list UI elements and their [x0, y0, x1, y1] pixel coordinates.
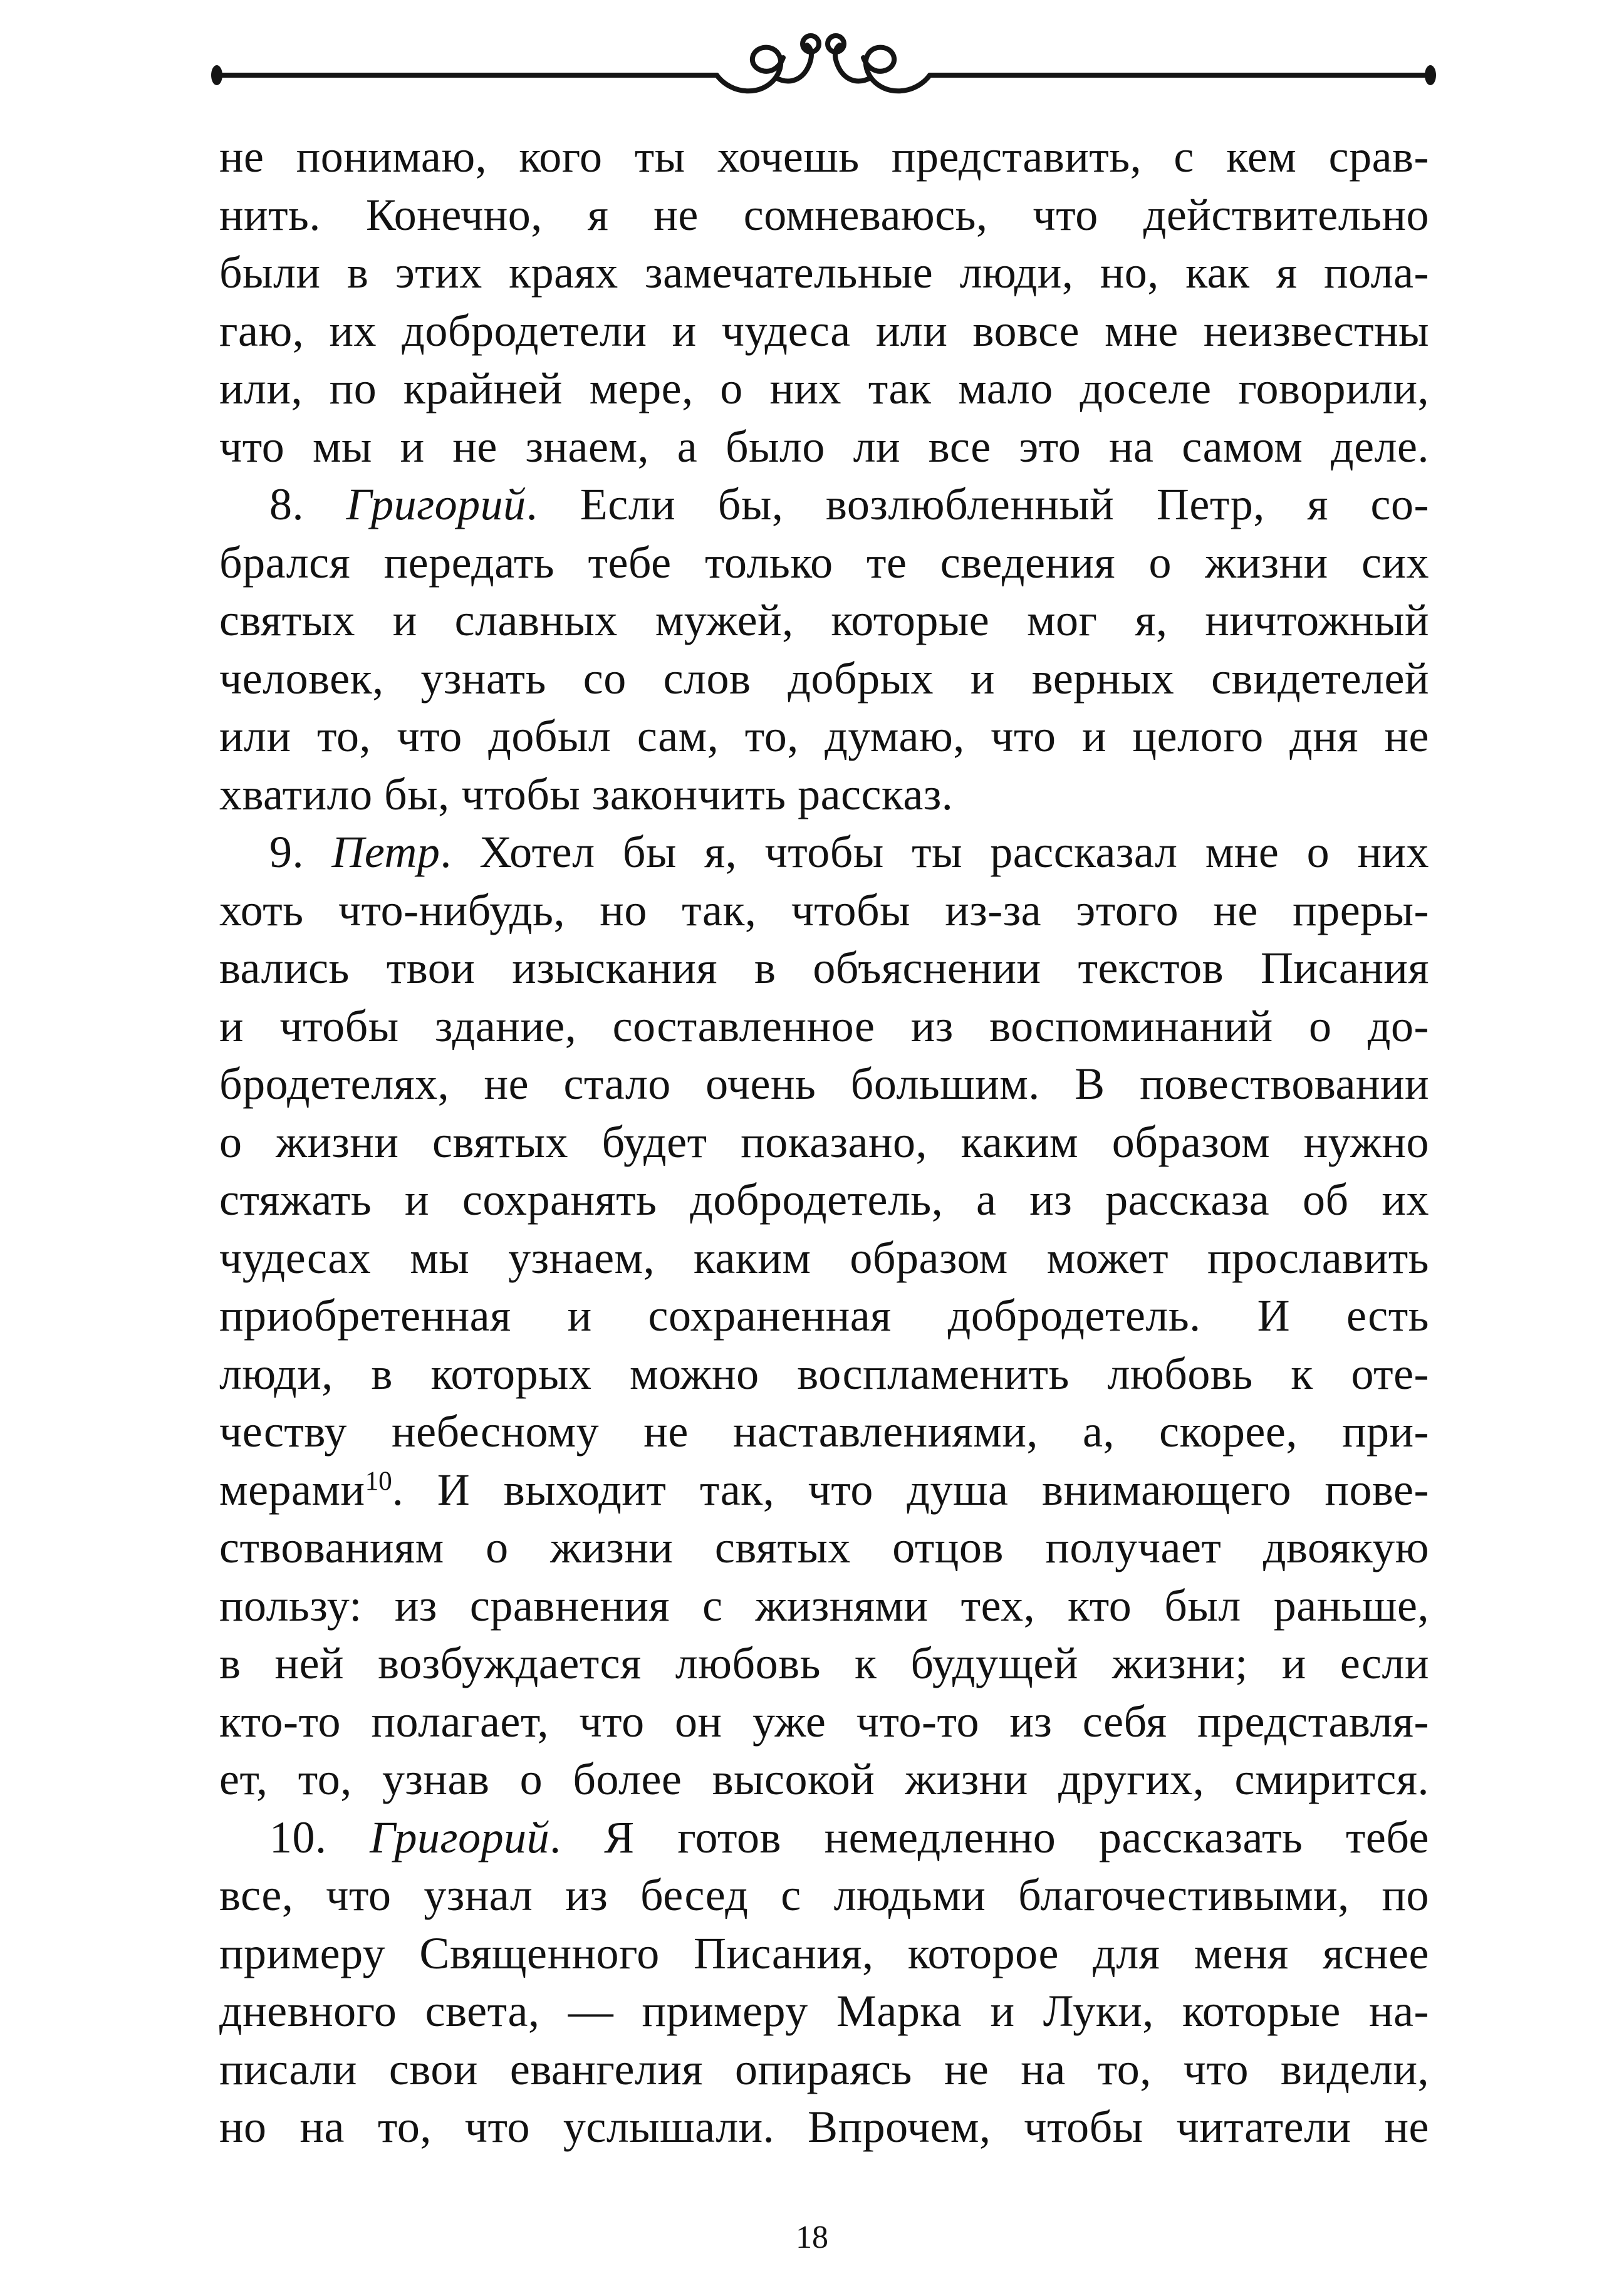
text-line: но на то, что услышали. Впрочем, чтобы читатели не: [219, 2102, 1429, 2152]
text-line: хватило бы, чтобы закончить рассказ.: [219, 769, 954, 819]
text-line: приобретенная и сохраненная добродетель. И есть: [219, 1291, 1429, 1341]
text-line: вались твои изыскания в объяснении текстов Писания: [219, 943, 1429, 993]
text-line: святых и славных мужей, которые мог я, ничтожный: [219, 595, 1429, 645]
text-line: дневного света, — примеру Марка и Луки, которые на-: [219, 1986, 1429, 2036]
text-line: в ней возбуждается любовь к будущей жизни; и если: [219, 1638, 1429, 1688]
footnote-marker: 10: [365, 1466, 392, 1496]
text-line: и чтобы здание, составленное из воспоминаний о до-: [219, 1000, 1429, 1051]
text-line: люди, в которых можно воспламенить любовь к оте-: [219, 1348, 1429, 1399]
text-line: не понимаю, кого ты хочешь представить, с кем срав-: [219, 132, 1429, 182]
text-line: или то, что добыл сам, то, думаю, что и целого дня не: [219, 711, 1429, 761]
text-line: бродетелях, не стало очень большим. В повествовании: [219, 1059, 1429, 1109]
text-line: чудесах мы узнаем, каким образом может прославить: [219, 1232, 1429, 1283]
text-line: или, по крайней мере, о них так мало доселе говорили,: [219, 363, 1429, 413]
text-line: нить. Конечно, я не сомневаюсь, что действительно: [219, 189, 1429, 240]
text-line: были в этих краях замечательные люди, но, как я пола-: [219, 247, 1429, 298]
text-line: стяжать и сохранять добродетель, а из рассказа об их: [219, 1175, 1429, 1225]
text-line: 8. Григорий. Если бы, возлюбленный Петр, я со-: [269, 479, 1429, 529]
text-line: ствованиям о жизни святых отцов получает двоякую: [219, 1522, 1429, 1572]
text-line: все, что узнал из бесед с людьми благочестивыми, по: [219, 1870, 1429, 1920]
left-curl: [717, 45, 811, 91]
header-ornament: [208, 25, 1439, 100]
text-line: 10. Григорий. Я готов немедленно рассказать тебе: [269, 1812, 1429, 1862]
text-block: [219, 128, 1429, 2156]
text-line: гаю, их добродетели и чудеса или вовсе мне неизвестны: [219, 305, 1429, 356]
paragraph: [219, 1809, 1429, 2156]
text-line: мерами$^{10}$. И выходит так, что душа внимающего пове-: [219, 1464, 1429, 1515]
paragraph: [219, 475, 1429, 823]
text-line: примеру Священного Писания, которое для меня яснее: [219, 1928, 1429, 1978]
text-line: что мы и не знаем, а было ли все это на самом деле.: [219, 421, 1429, 472]
text-line: пользу: из сравнения с жизнями тех, кто был раньше,: [219, 1580, 1429, 1631]
text-line: честву небесному не наставлениями, а, скорее, при-: [219, 1406, 1429, 1457]
paragraph: [219, 823, 1429, 1809]
right-curl: [835, 45, 930, 91]
text-line: о жизни святых будет показано, каким образом нужно: [219, 1116, 1429, 1167]
text-line: хоть что-нибудь, но так, чтобы из-за этого не преры-: [219, 885, 1429, 935]
text-line: человек, узнать со слов добрых и верных свидетелей: [219, 653, 1429, 704]
text-line: кто-то полагает, что он уже что-то из себя представля-: [219, 1696, 1429, 1747]
text-line: писали свои евангелия опираясь не на то, что видели,: [219, 2044, 1429, 2094]
text-line: брался передать тебе только те сведения о жизни сих: [219, 537, 1429, 588]
page-number: 18: [796, 2220, 828, 2255]
text-line: 9. Петр. Хотел бы я, чтобы ты рассказал мне о них: [269, 827, 1429, 877]
flourish-icon: [208, 25, 1439, 100]
text-line: ет, то, узнав о более высокой жизни других, смирится.: [219, 1754, 1429, 1804]
paragraph: [219, 128, 1429, 475]
